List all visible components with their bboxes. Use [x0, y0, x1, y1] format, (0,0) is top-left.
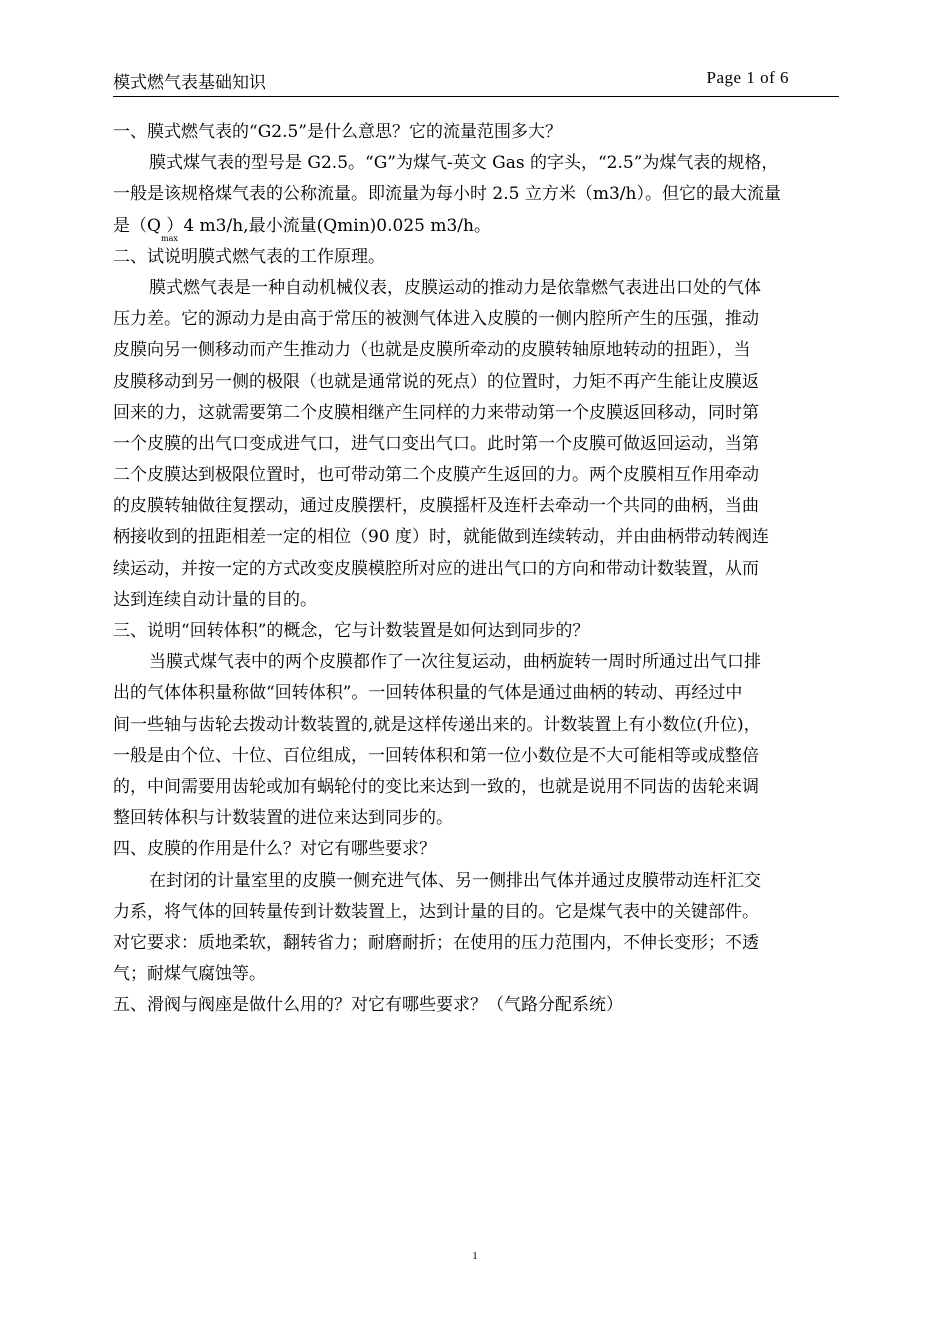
paragraph-line: 的皮膜转轴做往复摆动，通过皮膜摆杆，皮膜摇杆及连杆去牵动一个共同的曲柄，当曲 — [113, 496, 759, 517]
section-heading: 三、说明“回转体积”的概念，它与计数装置是如何达到同步的？ — [113, 621, 590, 641]
flow-range-line — [113, 211, 839, 242]
paragraph-line: 续运动，并按一定的方式改变皮膜模腔所对应的进出气口的方向和带动计数装置，从而 — [113, 558, 759, 579]
page-indicator: Page 1 of 6 — [706, 68, 789, 87]
paragraph-line: 压力差。它的源动力是由高于常压的被测气体进入皮膜的一侧内腔所产生的压强，推动 — [113, 309, 759, 330]
flow-range-text: 是（Q ）4 m3/h,最小流量(Qmin)0.025 m3/h。 — [113, 215, 491, 236]
section-heading: 一、膜式燃气表的“G2.5”是什么意思？它的流量范围多大？ — [113, 122, 562, 142]
paragraph-line: 二个皮膜达到极限位置时，也可带动第二个皮膜产生返回的力。两个皮膜相互作用牵动 — [113, 465, 759, 486]
paragraph-line: 回来的力，这就需要第二个皮膜相继产生同样的力来带动第一个皮膜返回移动，同时第 — [113, 402, 759, 423]
paragraph-line: 在封闭的计量室里的皮膜一侧充进气体、另一侧排出气体并通过皮膜带动连杆汇交 — [149, 870, 761, 891]
document-body — [113, 117, 839, 1021]
paragraph-line: 力系，将气体的回转量传到计数装置上，达到计量的目的。它是煤气表中的关键部件。 — [113, 901, 759, 922]
paragraph-line: 柄接收到的扭距相差一定的相位（90 度）时，就能做到连续转动，并由曲柄带动转阀连 — [113, 527, 770, 548]
paragraph-line: 膜式煤气表的型号是 G2.5。“G”为煤气-英文 Gas 的字头，“2.5”为煤气表的规格， — [149, 153, 779, 174]
paragraph-line: 对它要求：质地柔软，翻转省力；耐磨耐折；在使用的压力范围内，不伸长变形；不透 — [113, 932, 759, 953]
section-heading: 四、皮膜的作用是什么？对它有哪些要求？ — [113, 839, 436, 860]
paragraph-line: 达到连续自动计量的目的。 — [113, 589, 317, 610]
page-header — [113, 66, 839, 97]
paragraph-line: 气；耐煤气腐蚀等。 — [113, 964, 266, 985]
paragraph-line: 出的气体体积量称做“回转体积”。一回转体积量的气体是通过曲柄的转动、再经过中 — [113, 683, 743, 704]
paragraph-line: 一般是该规格煤气表的公称流量。即流量为每小时 2.5 立方米（m3/h）。但它的最大流量 — [113, 184, 781, 205]
paragraph-line: 皮膜向另一侧移动而产生推动力（也就是皮膜所牵动的皮膜转轴原地转动的扭距），当 — [113, 340, 751, 361]
paragraph-line: 一般是由个位、十位、百位组成，一回转体积和第一位小数位是不大可能相等或成整倍 — [113, 745, 759, 766]
paragraph-line: 皮膜移动到另一侧的极限（也就是通常说的死点）的位置时，力矩不再产生能让皮膜返 — [113, 371, 759, 392]
paragraph-line: 间一些轴与齿轮去拨动计数装置的,就是这样传递出来的。计数装置上有小数位(升位)， — [113, 714, 761, 735]
paragraph-line: 膜式燃气表是一种自动机械仪表，皮膜运动的推动力是依靠燃气表进出口处的气体 — [149, 277, 761, 298]
paragraph-line: 整回转体积与计数装置的进位来达到同步的。 — [113, 808, 453, 829]
qmax-subscript: max — [161, 233, 178, 243]
paragraph-line: 一个皮膜的出气口变成进气口，进气口变出气口。此时第一个皮膜可做返回运动，当第 — [113, 433, 759, 454]
section-heading: 二、试说明膜式燃气表的工作原理。 — [113, 246, 385, 267]
document-title: 模式燃气表基础知识 — [113, 73, 266, 93]
section-heading: 五、滑阀与阀座是做什么用的？对它有哪些要求？（气路分配系统） — [113, 995, 623, 1016]
page-number: 1 — [472, 1250, 478, 1262]
paragraph-line: 当膜式煤气表中的两个皮膜都作了一次往复运动，曲柄旋转一周时所通过出气口排 — [149, 652, 761, 673]
paragraph-line: 的，中间需要用齿轮或加有蜗轮付的变比来达到一致的，也就是说用不同齿的齿轮来调 — [113, 776, 759, 797]
